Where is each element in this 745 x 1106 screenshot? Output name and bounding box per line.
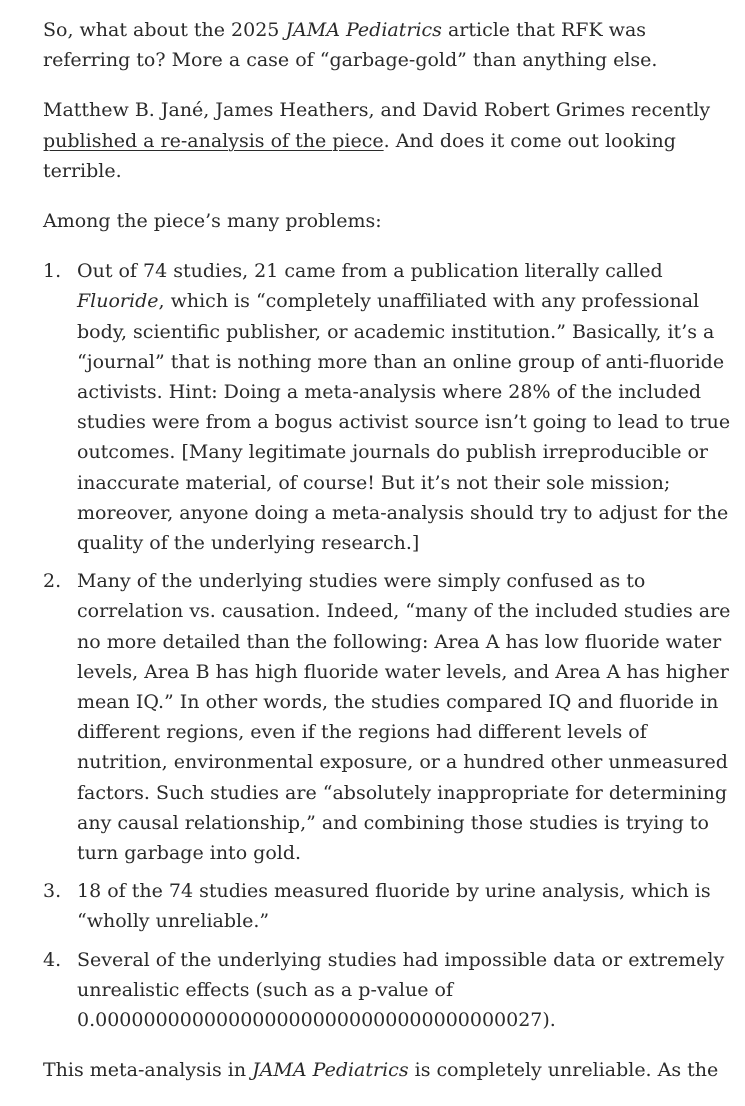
paragraph-jama-intro: So, what about the 2025 JAMA Pediatrics article that RFK was referring to? More a case of “garbage-gold” than anything else.: [43, 19, 658, 72]
list-number: 1.: [43, 260, 62, 283]
list-number: 2.: [43, 570, 62, 593]
problems-list: [43, 256, 733, 1035]
journal-name: JAMA Pediatrics: [252, 1059, 409, 1082]
list-item: 4. Several of the underlying studies had impossible data or extremely unrealistic effects (such as a p-value of 0.0000000000000000000000000000000000027).: [43, 945, 733, 1036]
list-item: 2. Many of the underlying studies were simply confused as to correlation vs. causation. Indeed, “many of the included studies are no more detailed than the following: Area A has low fluoride water levels, Area B has high fluoride water levels, and Area A has higher mean IQ.” In other words, the studies compared IQ and fluoride in different regions, even if the regions had different levels of nutrition, environmental exposure, or a hundred other unmeasured factors. Such studies are “absolutely inappropriate for determining any causal relationship,” and combining those studies is trying to turn garbage into gold.: [43, 566, 733, 868]
journal-name: Fluoride: [77, 290, 159, 313]
paragraph-reanalysis: Matthew B. Jané, James Heathers, and David Robert Grimes recently published a re-analysis of the piece. And does it come out looking terrible.: [43, 99, 711, 182]
reanalysis-link[interactable]: published a re-analysis of the piece: [43, 129, 384, 152]
article-body: [43, 15, 733, 1106]
list-item: 3. 18 of the 74 studies measured fluoride by urine analysis, which is “wholly unreliable.”: [43, 876, 733, 936]
paragraph-problems-intro: Among the piece’s many problems:: [43, 210, 382, 233]
paragraph-conclusion: This meta-analysis in JAMA Pediatrics is completely unreliable. As the: [43, 1059, 719, 1082]
p-value: 0.0000000000000000000000000000000000027).: [77, 1009, 556, 1032]
list-item: 1. Out of 74 studies, 21 came from a publication literally called Fluoride, which is “completely unaffiliated with any professional body, scientific publisher, or academic institution.” Basically, it’s a “journal” that is nothing more than an online group of anti-fluoride activists. Hint: Doing a meta-analysis where 28% of the included studies were from a bogus activist source isn’t going to lead to true outcomes. [Many legitimate journals do publish irreproducible or inaccurate material, of course! But it’s not their sole mission; moreover, anyone doing a meta-analysis should try to adjust for the quality of the underlying research.]: [43, 256, 733, 558]
list-number: 4.: [43, 948, 62, 971]
journal-name: JAMA Pediatrics: [285, 19, 442, 41]
list-number: 3.: [43, 880, 62, 903]
